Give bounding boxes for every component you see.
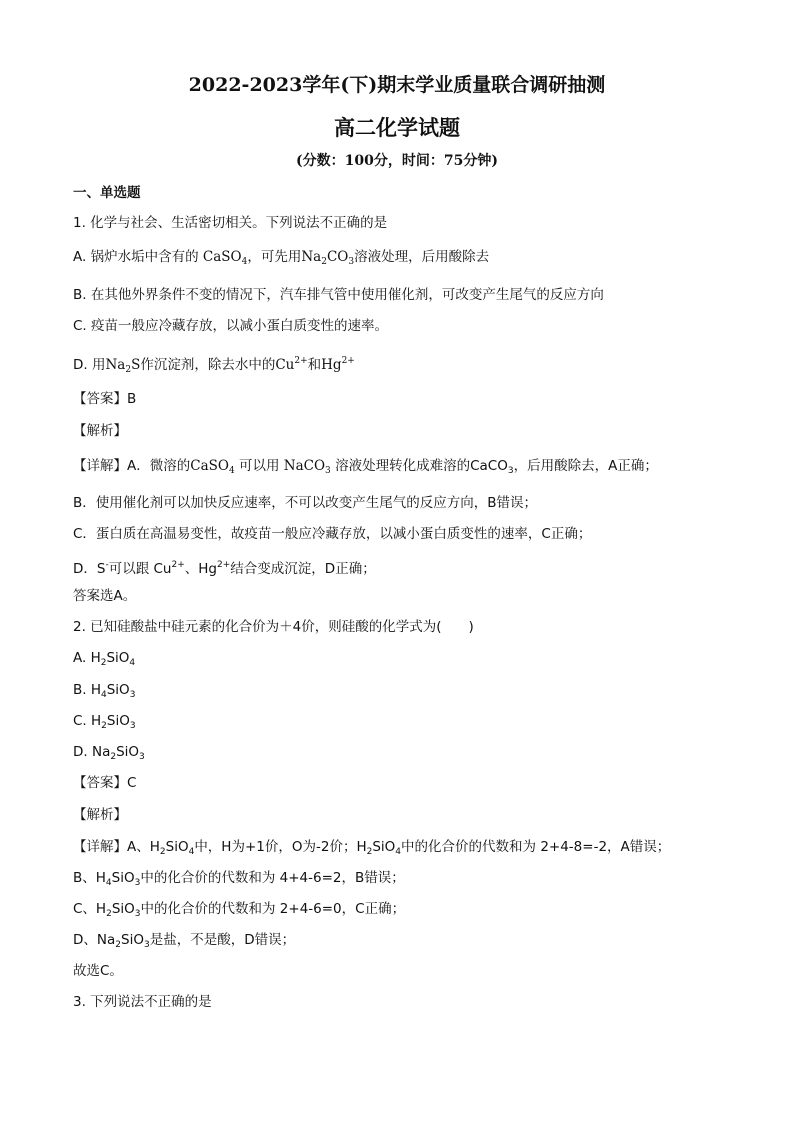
q2-detail-b: B、$H_4SiO_3$中的化合价的代数和为 4+4-6=2，B错误； [73, 870, 405, 888]
q2-option-b: B. $H_4SiO_3$ [73, 682, 136, 700]
q1-conclusion: 答案选A。 [73, 588, 137, 604]
q2-detail-d: D、$Na_2SiO_3$是盐，不是酸，D错误； [73, 932, 296, 950]
q2-option-c: C. $H_2SiO_3$ [73, 713, 136, 731]
q1-answer: 【答案】B [73, 391, 137, 407]
q1-option-c: C. 疫苗一般应冷藏存放，以减小蛋白质变性的速率。 [73, 318, 389, 334]
q1-detail-c: C．蛋白质在高温易变性，故疫苗一般应冷藏存放，以减小蛋白质变性的速率，C正确； [73, 526, 592, 542]
q1-detail-d: D．S-可以跟 $Cu^{2+}$、$Hg^{2+}$结合变成沉淀，D正确； [73, 560, 376, 577]
q3-stem: 3. 下列说法不正确的是 [73, 994, 212, 1010]
q1-option-a: A. 锅炉水垢中含有的 CaSO$_4$，可先用$Na_2CO_3$溶液处理，后用酸除去 [73, 249, 490, 267]
q1-analysis-label: 【解析】 [73, 423, 127, 439]
q1-detail-b: B．使用催化剂可以加快反应速率，不可以改变产生尾气的反应方向，B错误； [73, 495, 538, 511]
q1-detail-a: 【详解】A．微溶的CaSO$_4$ 可以用 NaCO$_3$ 溶液处理转化成难溶的CaCO$_3$，后用酸除去，A正确； [73, 458, 658, 476]
q2-analysis-label: 【解析】 [73, 807, 127, 823]
q2-option-d: D. $Na_2SiO_3$ [73, 744, 145, 762]
q2-answer: 【答案】C [73, 775, 137, 791]
q1-option-b: B. 在其他外界条件不变的情况下，汽车排气管中使用催化剂，可改变产生尾气的反应方向 [73, 287, 604, 303]
exam-score-time: (分数：100分，时间：75分钟) [296, 153, 498, 169]
q2-option-a: A. $H_2SiO_4$ [73, 650, 136, 668]
q2-conclusion: 故选C。 [73, 963, 123, 979]
exam-subtitle: 高二化学试题 [334, 115, 460, 140]
q2-stem: 2. 已知硅酸盐中硅元素的化合价为＋4价，则硅酸的化学式为( ) [73, 619, 474, 635]
q1-stem: 1. 化学与社会、生活密切相关。下列说法不正确的是 [73, 215, 388, 231]
q2-detail-c: C、$H_2SiO_3$中的化合价的代数和为 2+4-6=0，C正确； [73, 901, 406, 919]
section-heading: 一、单选题 [73, 185, 141, 201]
exam-title: 2022-2023学年(下)期末学业质量联合调研抽测 [188, 74, 606, 96]
q1-option-d: D. 用$Na_2S$作沉淀剂，除去水中的$Cu^{2+}$和$Hg^{2+}$ [73, 356, 355, 375]
q2-detail-a: 【详解】A、$H_2SiO_4$中，H为+1价，O为-2价；$H_2SiO_4$中的化合价的代数和为 2+4-8=-2，A错误； [73, 839, 671, 857]
